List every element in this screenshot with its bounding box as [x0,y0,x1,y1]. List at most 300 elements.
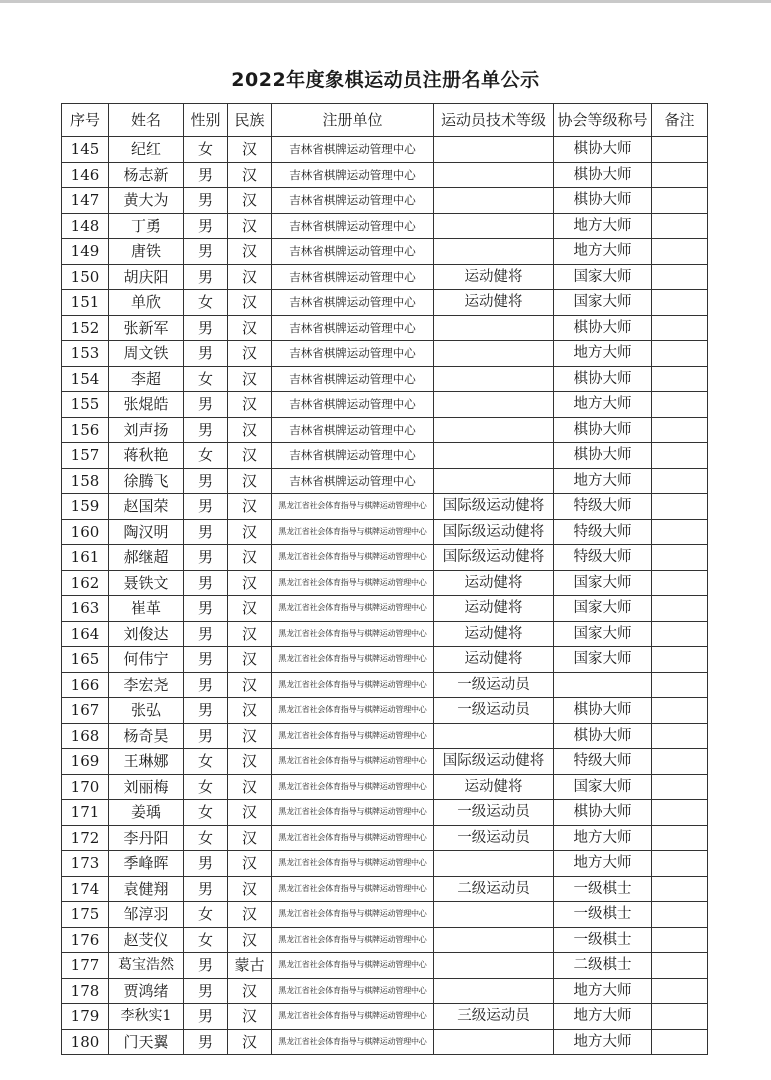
cell-ethnic: 汉 [228,851,272,877]
cell-level [554,672,652,698]
cell-tech [434,188,554,214]
table-row [62,953,708,979]
cell-unit: 黑龙江省社会体育指导与棋牌运动管理中心 [272,545,434,571]
cell-gender: 男 [184,417,228,443]
cell-level: 棋协大师 [554,137,652,163]
header-unit: 注册单位 [272,104,434,137]
cell-tech: 运动健将 [434,570,554,596]
table-header-row [62,104,708,137]
cell-gender: 男 [184,851,228,877]
cell-name: 王琳娜 [109,749,184,775]
cell-name: 黄大为 [109,188,184,214]
cell-level: 地方大师 [554,825,652,851]
cell-ethnic: 汉 [228,698,272,724]
cell-note [652,800,708,826]
cell-level: 棋协大师 [554,315,652,341]
table-row [62,264,708,290]
cell-note [652,621,708,647]
cell-tech: 运动健将 [434,647,554,673]
cell-note [652,698,708,724]
cell-ethnic: 汉 [228,366,272,392]
cell-level: 地方大师 [554,239,652,265]
cell-no: 159 [62,494,109,520]
table-row [62,774,708,800]
cell-gender: 男 [184,1029,228,1055]
cell-no: 153 [62,341,109,367]
cell-note [652,570,708,596]
cell-level: 棋协大师 [554,162,652,188]
cell-name: 杨志新 [109,162,184,188]
cell-no: 170 [62,774,109,800]
cell-tech: 运动健将 [434,596,554,622]
cell-name: 袁健翔 [109,876,184,902]
cell-tech: 运动健将 [434,264,554,290]
cell-no: 155 [62,392,109,418]
cell-level: 地方大师 [554,341,652,367]
table-row [62,188,708,214]
cell-no: 147 [62,188,109,214]
cell-level: 棋协大师 [554,188,652,214]
cell-note [652,596,708,622]
cell-unit: 吉林省棋牌运动管理中心 [272,290,434,316]
table-row [62,239,708,265]
cell-no: 157 [62,443,109,469]
cell-no: 177 [62,953,109,979]
cell-no: 148 [62,213,109,239]
cell-no: 146 [62,162,109,188]
cell-tech [434,366,554,392]
cell-gender: 男 [184,264,228,290]
cell-name: 唐铁 [109,239,184,265]
cell-name: 丁勇 [109,213,184,239]
cell-name: 张弘 [109,698,184,724]
cell-level: 特级大师 [554,494,652,520]
cell-note [652,494,708,520]
cell-unit: 黑龙江省社会体育指导与棋牌运动管理中心 [272,723,434,749]
table-row [62,902,708,928]
table-row [62,417,708,443]
cell-no: 174 [62,876,109,902]
cell-gender: 女 [184,927,228,953]
cell-gender: 男 [184,596,228,622]
cell-gender: 女 [184,800,228,826]
cell-unit: 吉林省棋牌运动管理中心 [272,213,434,239]
cell-note [652,876,708,902]
cell-unit: 黑龙江省社会体育指导与棋牌运动管理中心 [272,519,434,545]
header-ethnic: 民族 [228,104,272,137]
cell-tech: 二级运动员 [434,876,554,902]
cell-unit: 黑龙江省社会体育指导与棋牌运动管理中心 [272,953,434,979]
cell-note [652,953,708,979]
cell-note [652,392,708,418]
cell-no: 145 [62,137,109,163]
cell-note [652,137,708,163]
cell-gender: 女 [184,290,228,316]
table-row [62,137,708,163]
cell-no: 165 [62,647,109,673]
cell-tech: 国际级运动健将 [434,545,554,571]
cell-name: 姜瑀 [109,800,184,826]
cell-level: 一级棋士 [554,876,652,902]
cell-ethnic: 汉 [228,672,272,698]
cell-level: 国家大师 [554,264,652,290]
cell-name: 赵国荣 [109,494,184,520]
cell-level: 棋协大师 [554,366,652,392]
table-row [62,570,708,596]
cell-level: 地方大师 [554,1029,652,1055]
cell-no: 168 [62,723,109,749]
cell-note [652,213,708,239]
cell-gender: 男 [184,315,228,341]
cell-gender: 男 [184,188,228,214]
table-body [62,137,708,1055]
cell-no: 160 [62,519,109,545]
cell-tech: 一级运动员 [434,800,554,826]
cell-name: 刘声扬 [109,417,184,443]
cell-level: 地方大师 [554,978,652,1004]
cell-ethnic: 汉 [228,162,272,188]
header-note: 备注 [652,104,708,137]
cell-ethnic: 汉 [228,723,272,749]
cell-unit: 黑龙江省社会体育指导与棋牌运动管理中心 [272,851,434,877]
cell-ethnic: 汉 [228,774,272,800]
cell-ethnic: 汉 [228,1004,272,1030]
cell-unit: 吉林省棋牌运动管理中心 [272,188,434,214]
cell-tech [434,213,554,239]
cell-level: 国家大师 [554,596,652,622]
cell-tech [434,137,554,163]
cell-gender: 男 [184,519,228,545]
cell-ethnic: 汉 [228,519,272,545]
cell-ethnic: 汉 [228,264,272,290]
cell-tech: 国际级运动健将 [434,494,554,520]
table-row [62,545,708,571]
cell-unit: 黑龙江省社会体育指导与棋牌运动管理中心 [272,672,434,698]
cell-ethnic: 汉 [228,213,272,239]
cell-ethnic: 汉 [228,315,272,341]
cell-note [652,825,708,851]
cell-name: 聂铁文 [109,570,184,596]
cell-ethnic: 汉 [228,927,272,953]
cell-name: 刘俊达 [109,621,184,647]
cell-level: 国家大师 [554,621,652,647]
cell-tech: 运动健将 [434,621,554,647]
cell-level: 一级棋士 [554,902,652,928]
cell-level: 棋协大师 [554,800,652,826]
cell-tech [434,953,554,979]
table-row [62,162,708,188]
cell-unit: 吉林省棋牌运动管理中心 [272,417,434,443]
table-row [62,1029,708,1055]
cell-tech [434,162,554,188]
cell-gender: 女 [184,366,228,392]
cell-ethnic: 汉 [228,392,272,418]
table-row [62,800,708,826]
cell-gender: 男 [184,392,228,418]
cell-note [652,978,708,1004]
cell-note [652,315,708,341]
cell-level: 地方大师 [554,851,652,877]
cell-ethnic: 汉 [228,239,272,265]
cell-no: 150 [62,264,109,290]
cell-note [652,927,708,953]
cell-name: 李宏尧 [109,672,184,698]
cell-note [652,443,708,469]
table-row [62,315,708,341]
cell-unit: 黑龙江省社会体育指导与棋牌运动管理中心 [272,647,434,673]
cell-gender: 女 [184,749,228,775]
cell-unit: 黑龙江省社会体育指导与棋牌运动管理中心 [272,825,434,851]
cell-level: 特级大师 [554,749,652,775]
cell-unit: 黑龙江省社会体育指导与棋牌运动管理中心 [272,1029,434,1055]
cell-unit: 黑龙江省社会体育指导与棋牌运动管理中心 [272,876,434,902]
cell-unit: 吉林省棋牌运动管理中心 [272,341,434,367]
cell-gender: 女 [184,137,228,163]
cell-gender: 男 [184,468,228,494]
cell-name: 单欣 [109,290,184,316]
cell-unit: 黑龙江省社会体育指导与棋牌运动管理中心 [272,749,434,775]
cell-name: 蒋秋艳 [109,443,184,469]
cell-tech: 运动健将 [434,290,554,316]
table-row [62,290,708,316]
header-gender: 性别 [184,104,228,137]
cell-unit: 黑龙江省社会体育指导与棋牌运动管理中心 [272,902,434,928]
cell-unit: 吉林省棋牌运动管理中心 [272,137,434,163]
cell-gender: 男 [184,978,228,1004]
cell-tech: 一级运动员 [434,672,554,698]
cell-no: 156 [62,417,109,443]
registration-table [61,103,708,1055]
cell-unit: 黑龙江省社会体育指导与棋牌运动管理中心 [272,927,434,953]
cell-unit: 吉林省棋牌运动管理中心 [272,239,434,265]
cell-tech [434,341,554,367]
cell-note [652,366,708,392]
cell-gender: 男 [184,162,228,188]
cell-note [652,239,708,265]
cell-unit: 吉林省棋牌运动管理中心 [272,392,434,418]
cell-unit: 黑龙江省社会体育指导与棋牌运动管理中心 [272,978,434,1004]
top-border [0,0,771,3]
cell-gender: 男 [184,494,228,520]
cell-no: 166 [62,672,109,698]
cell-level: 一级棋士 [554,927,652,953]
cell-gender: 女 [184,443,228,469]
cell-unit: 吉林省棋牌运动管理中心 [272,162,434,188]
cell-no: 164 [62,621,109,647]
cell-level: 棋协大师 [554,698,652,724]
cell-name: 周文铁 [109,341,184,367]
cell-no: 163 [62,596,109,622]
cell-name: 李秋实1 [109,1004,184,1030]
cell-tech [434,443,554,469]
cell-name: 纪红 [109,137,184,163]
cell-no: 171 [62,800,109,826]
cell-gender: 男 [184,953,228,979]
header-tech: 运动员技术等级 [434,104,554,137]
cell-note [652,519,708,545]
cell-ethnic: 汉 [228,749,272,775]
table-row [62,698,708,724]
cell-unit: 黑龙江省社会体育指导与棋牌运动管理中心 [272,774,434,800]
cell-gender: 男 [184,621,228,647]
cell-level: 国家大师 [554,290,652,316]
cell-note [652,749,708,775]
cell-tech: 运动健将 [434,774,554,800]
cell-gender: 男 [184,723,228,749]
cell-name: 刘丽梅 [109,774,184,800]
cell-unit: 黑龙江省社会体育指导与棋牌运动管理中心 [272,596,434,622]
cell-level: 特级大师 [554,519,652,545]
cell-level: 地方大师 [554,468,652,494]
cell-ethnic: 蒙古 [228,953,272,979]
cell-unit: 黑龙江省社会体育指导与棋牌运动管理中心 [272,698,434,724]
cell-name: 李超 [109,366,184,392]
cell-name: 徐腾飞 [109,468,184,494]
cell-level: 棋协大师 [554,723,652,749]
cell-level: 二级棋士 [554,953,652,979]
cell-note [652,1004,708,1030]
cell-name: 胡庆阳 [109,264,184,290]
cell-gender: 男 [184,876,228,902]
cell-no: 172 [62,825,109,851]
table-row [62,213,708,239]
cell-name: 季峰晖 [109,851,184,877]
cell-name: 郝继超 [109,545,184,571]
cell-ethnic: 汉 [228,188,272,214]
cell-level: 棋协大师 [554,417,652,443]
cell-unit: 黑龙江省社会体育指导与棋牌运动管理中心 [272,800,434,826]
cell-note [652,417,708,443]
table-row [62,851,708,877]
cell-level: 国家大师 [554,570,652,596]
table-row [62,672,708,698]
cell-unit: 吉林省棋牌运动管理中心 [272,468,434,494]
cell-gender: 男 [184,698,228,724]
table-row [62,978,708,1004]
table-row [62,468,708,494]
cell-unit: 黑龙江省社会体育指导与棋牌运动管理中心 [272,570,434,596]
cell-tech [434,392,554,418]
cell-unit: 吉林省棋牌运动管理中心 [272,264,434,290]
cell-gender: 男 [184,213,228,239]
cell-tech: 三级运动员 [434,1004,554,1030]
cell-gender: 男 [184,672,228,698]
table-row [62,494,708,520]
cell-no: 179 [62,1004,109,1030]
cell-tech [434,239,554,265]
cell-note [652,162,708,188]
header-level: 协会等级称号 [554,104,652,137]
cell-note [652,851,708,877]
table-row [62,519,708,545]
cell-tech [434,315,554,341]
cell-name: 李丹阳 [109,825,184,851]
table-row [62,1004,708,1030]
cell-name: 赵芠仪 [109,927,184,953]
cell-gender: 男 [184,647,228,673]
cell-ethnic: 汉 [228,1029,272,1055]
cell-note [652,290,708,316]
cell-no: 173 [62,851,109,877]
cell-no: 158 [62,468,109,494]
cell-gender: 男 [184,570,228,596]
cell-ethnic: 汉 [228,800,272,826]
header-no: 序号 [62,104,109,137]
cell-ethnic: 汉 [228,570,272,596]
cell-ethnic: 汉 [228,468,272,494]
cell-no: 176 [62,927,109,953]
cell-note [652,188,708,214]
cell-tech: 国际级运动健将 [434,749,554,775]
cell-ethnic: 汉 [228,417,272,443]
cell-tech [434,1029,554,1055]
cell-no: 180 [62,1029,109,1055]
cell-name: 张新军 [109,315,184,341]
cell-gender: 女 [184,902,228,928]
cell-tech [434,927,554,953]
cell-unit: 吉林省棋牌运动管理中心 [272,315,434,341]
cell-gender: 男 [184,341,228,367]
cell-name: 门天翼 [109,1029,184,1055]
cell-note [652,672,708,698]
cell-unit: 黑龙江省社会体育指导与棋牌运动管理中心 [272,621,434,647]
page-title: 2022年度象棋运动员注册名单公示 [231,69,540,91]
table-row [62,341,708,367]
cell-tech: 一级运动员 [434,698,554,724]
cell-ethnic: 汉 [228,290,272,316]
cell-no: 167 [62,698,109,724]
cell-ethnic: 汉 [228,443,272,469]
cell-ethnic: 汉 [228,596,272,622]
cell-level: 国家大师 [554,774,652,800]
cell-tech: 一级运动员 [434,825,554,851]
cell-name: 何伟宁 [109,647,184,673]
cell-no: 151 [62,290,109,316]
cell-gender: 男 [184,1004,228,1030]
cell-no: 161 [62,545,109,571]
cell-name: 贾鸿绪 [109,978,184,1004]
cell-no: 178 [62,978,109,1004]
header-name: 姓名 [109,104,184,137]
cell-ethnic: 汉 [228,545,272,571]
cell-unit: 黑龙江省社会体育指导与棋牌运动管理中心 [272,494,434,520]
cell-no: 154 [62,366,109,392]
cell-level: 特级大师 [554,545,652,571]
cell-name: 杨奇昊 [109,723,184,749]
cell-name: 崔革 [109,596,184,622]
cell-level: 棋协大师 [554,443,652,469]
cell-note [652,723,708,749]
cell-note [652,902,708,928]
cell-gender: 女 [184,825,228,851]
cell-tech [434,417,554,443]
cell-ethnic: 汉 [228,876,272,902]
cell-no: 149 [62,239,109,265]
table-row [62,749,708,775]
cell-no: 152 [62,315,109,341]
cell-name: 邹淳羽 [109,902,184,928]
cell-ethnic: 汉 [228,902,272,928]
table-row [62,443,708,469]
cell-ethnic: 汉 [228,978,272,1004]
cell-note [652,468,708,494]
cell-note [652,1029,708,1055]
cell-tech [434,851,554,877]
cell-no: 175 [62,902,109,928]
cell-tech [434,902,554,928]
cell-no: 162 [62,570,109,596]
cell-note [652,264,708,290]
